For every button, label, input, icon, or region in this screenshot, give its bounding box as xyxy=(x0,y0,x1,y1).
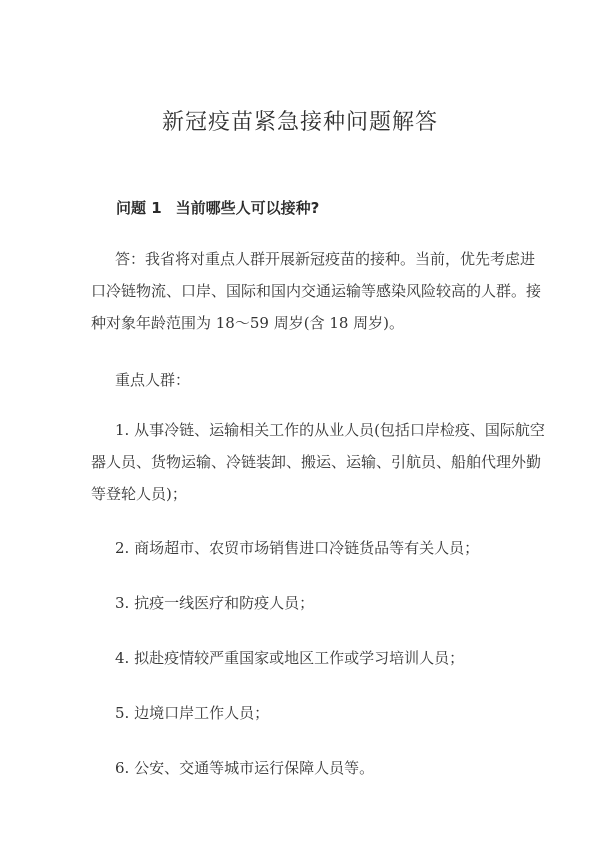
list-item-line: 1. 从事冷链、运输相关工作的从业人员(包括口岸检疫、国际航空 xyxy=(115,421,545,439)
list-item-6 xyxy=(91,752,521,784)
list-item-text: 6. 公安、交通等城市运行保障人员等。 xyxy=(115,759,375,777)
list-item-text: 3. 抗疫一线医疗和防疫人员； xyxy=(115,594,315,612)
list-item-2 xyxy=(91,532,521,564)
list-item-text: 4. 拟赴疫情较严重国家或地区工作或学习培训人员； xyxy=(115,649,465,667)
list-item-5 xyxy=(91,697,521,729)
answer-paragraph xyxy=(91,243,542,339)
document-title: 新冠疫苗紧急接种问题解答 xyxy=(161,110,438,135)
question-number: 问题 1 xyxy=(116,199,162,217)
list-item-line: 等登轮人员)； xyxy=(91,485,187,503)
list-item-1 xyxy=(91,414,545,510)
groups-heading-text: 重点人群： xyxy=(115,371,191,389)
groups-heading xyxy=(91,364,521,396)
list-item-line: 器人员、货物运输、冷链装卸、搬运、运输、引航员、船舶代理外勤 xyxy=(91,453,542,471)
list-item-text: 5. 边境口岸工作人员； xyxy=(115,704,270,722)
question-text: 当前哪些人可以接种? xyxy=(175,199,320,217)
answer-line: 种对象年龄范围为 18～59 周岁(含 18 周岁)。 xyxy=(91,314,405,332)
list-item-3 xyxy=(91,587,521,619)
answer-line: 答：我省将对重点人群开展新冠疫苗的接种。当前，优先考虑进 xyxy=(115,250,536,268)
answer-line: 口冷链物流、口岸、国际和国内交通运输等感染风险较高的人群。接 xyxy=(91,282,542,300)
list-item-4 xyxy=(91,642,521,674)
list-item-text: 2. 商场超市、农贸市场销售进口冷链货品等有关人员； xyxy=(115,539,480,557)
question-heading xyxy=(116,197,319,218)
